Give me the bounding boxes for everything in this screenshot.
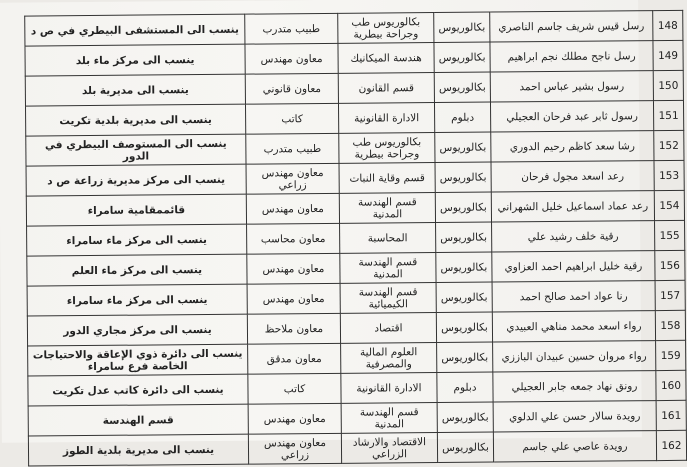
row-number-cell: 152 — [654, 130, 684, 160]
job-title-cell: معاون قانوني — [245, 73, 338, 104]
certificate-cell: بكالوريوس — [434, 42, 490, 72]
specialization-cell: العلوم المالية والمصرفية — [341, 342, 437, 373]
assignment-cell: ينسب الى مديرية بلدية تكريت — [25, 104, 245, 136]
employee-name-cell: رسول ثابر عبد فرحان العجيلي — [490, 101, 653, 132]
employee-name-cell: رواء اسعد محمد مناهي العبيدي — [492, 311, 655, 342]
employee-name-cell: رقية خليل ابراهيم احمد العزاوي — [492, 251, 655, 282]
certificate-cell: دبلوم — [434, 102, 490, 132]
row-number-cell: 149 — [653, 40, 683, 70]
roster-body — [25, 10, 687, 466]
specialization-cell: قسم وقاية النبات — [339, 162, 435, 193]
row-number-cell: 151 — [653, 100, 683, 130]
specialization-cell: قسم القانون — [338, 72, 434, 103]
assignment-cell: ينسب الى مركز ماء سامراء — [27, 284, 247, 316]
employee-name-cell: رعد عماد اسماعيل خليل الشهراني — [491, 191, 654, 222]
job-title-cell: معاون مهندس — [247, 253, 340, 284]
certificate-cell: بكالوريوس — [436, 312, 492, 342]
employee-name-cell: رقية خلف رشيد علي — [492, 221, 655, 252]
assignment-cell: ينسب الى مركز مديرية زراعة ص د — [26, 164, 246, 196]
specialization-cell: الاقتصاد والارشاد الزراعي — [341, 432, 437, 463]
specialization-cell: قسم الهندسة الكيميائية — [340, 282, 436, 313]
specialization-cell: الادارة القانونية — [341, 372, 437, 403]
certificate-cell: بكالوريوس — [436, 252, 492, 282]
specialization-cell: بكالوريوس طب وجراحة بيطرية — [339, 132, 435, 163]
employee-name-cell: رونق نهاد جمعه جابر العجيلي — [493, 371, 656, 402]
job-title-cell: معاون مهندس — [245, 43, 338, 74]
row-number-cell: 158 — [655, 310, 685, 340]
row-number-cell: 162 — [656, 430, 686, 460]
assignment-cell: ينسب الى مركز ماء سامراء — [27, 224, 247, 256]
employee-name-cell: رسل قيس شريف جاسم الناصري — [490, 11, 653, 42]
job-title-cell: معاون مهندس — [248, 403, 341, 434]
assignment-cell: ينسب الى مركز مجاري الدور — [27, 314, 247, 346]
job-title-cell: معاون مدقق — [248, 343, 341, 374]
row-number-cell: 153 — [654, 160, 684, 190]
job-title-cell: معاون محاسب — [247, 223, 340, 254]
specialization-cell: المحاسبة — [340, 222, 436, 253]
row-number-cell: 157 — [655, 280, 685, 310]
job-title-cell: معاون ملاحظ — [247, 313, 340, 344]
specialization-cell: قسم الهندسة المدنية — [339, 192, 435, 223]
job-title-cell: كاتب — [245, 103, 338, 134]
job-title-cell: معاون مهندس زراعي — [248, 433, 341, 464]
row-number-cell: 148 — [653, 10, 683, 40]
employee-name-cell: رويدة سالار حسن علي الدلوي — [493, 401, 656, 432]
row-number-cell: 156 — [655, 250, 685, 280]
row-number-cell: 160 — [656, 370, 686, 400]
specialization-cell: قسم الهندسة المدنية — [341, 402, 437, 433]
assignment-cell: ينسب الى المستشفى البيطري في ص د — [25, 14, 245, 46]
assignment-cell: ينسب الى دائرة كاتب عدل تكريت — [28, 374, 248, 406]
job-title-cell: معاون مهندس — [247, 283, 340, 314]
specialization-cell: قسم الهندسة المدنية — [340, 252, 436, 283]
row-number-cell: 161 — [656, 400, 686, 430]
job-title-cell: طبيب متدرب — [246, 133, 339, 164]
row-number-cell: 159 — [656, 340, 686, 370]
row-number-cell: 155 — [655, 220, 685, 250]
row-number-cell: 150 — [653, 70, 683, 100]
employee-name-cell: رواء مروان حسين عبيدان الباززي — [493, 341, 656, 372]
specialization-cell: بكالوريوس طب وجراحة بيطرية — [338, 12, 434, 43]
row-number-cell: 154 — [654, 190, 684, 220]
assignment-cell: ينسب الى مديرية بلدية الطوز — [28, 434, 248, 466]
employee-name-cell: رشا سعد كاظم رحيم الدوري — [491, 131, 654, 162]
specialization-cell: اقتصاد — [340, 312, 436, 343]
specialization-cell: الادارة القانونية — [338, 102, 434, 133]
certificate-cell: بكالوريوس — [437, 432, 493, 462]
certificate-cell: بكالوريوس — [436, 222, 492, 252]
certificate-cell: بكالوريوس — [435, 192, 491, 222]
employee-name-cell: رنا عواد احمد صالح احمد — [492, 281, 655, 312]
employee-roster-table — [24, 10, 687, 467]
assignment-cell: ينسب الى مركز ماء بلد — [25, 44, 245, 76]
job-title-cell: معاون مهندس زراعي — [246, 163, 339, 194]
employee-name-cell: رعد اسعد مجول فرحان — [491, 161, 654, 192]
assignment-cell: ينسب الى مديرية بلد — [25, 74, 245, 106]
employee-name-cell: رسل ناجح مطلك نجم ابراهيم — [490, 41, 653, 72]
assignment-cell: قسم الهندسة — [28, 404, 248, 436]
certificate-cell: دبلوم — [437, 372, 493, 402]
certificate-cell: بكالوريوس — [437, 402, 493, 432]
employee-name-cell: رويدة عاصي علي جاسم — [493, 431, 656, 462]
job-title-cell: كاتب — [248, 373, 341, 404]
certificate-cell: بكالوريوس — [435, 162, 491, 192]
assignment-cell: ينسب الى دائرة ذوي الإعاقة والاحتياجات الخاصة فرع سامراء — [28, 344, 248, 376]
table-row — [28, 430, 686, 466]
certificate-cell: بكالوريوس — [437, 342, 493, 372]
assignment-cell: ينسب الى المستوصف البيطري في الدور — [26, 134, 246, 166]
certificate-cell: بكالوريوس — [435, 132, 491, 162]
certificate-cell: بكالوريوس — [434, 72, 490, 102]
employee-name-cell: رسول بشير عباس احمد — [490, 71, 653, 102]
assignment-cell: قائممقامية سامراء — [26, 194, 246, 226]
certificate-cell: بكالوريوس — [436, 282, 492, 312]
job-title-cell: معاون مهندس — [246, 193, 339, 224]
job-title-cell: طبيب متدرب — [245, 13, 338, 44]
specialization-cell: هندسة الميكانيك — [338, 42, 434, 73]
assignment-cell: ينسب الى مركز ماء العلم — [27, 254, 247, 286]
certificate-cell: بكالوريوس — [434, 12, 490, 42]
